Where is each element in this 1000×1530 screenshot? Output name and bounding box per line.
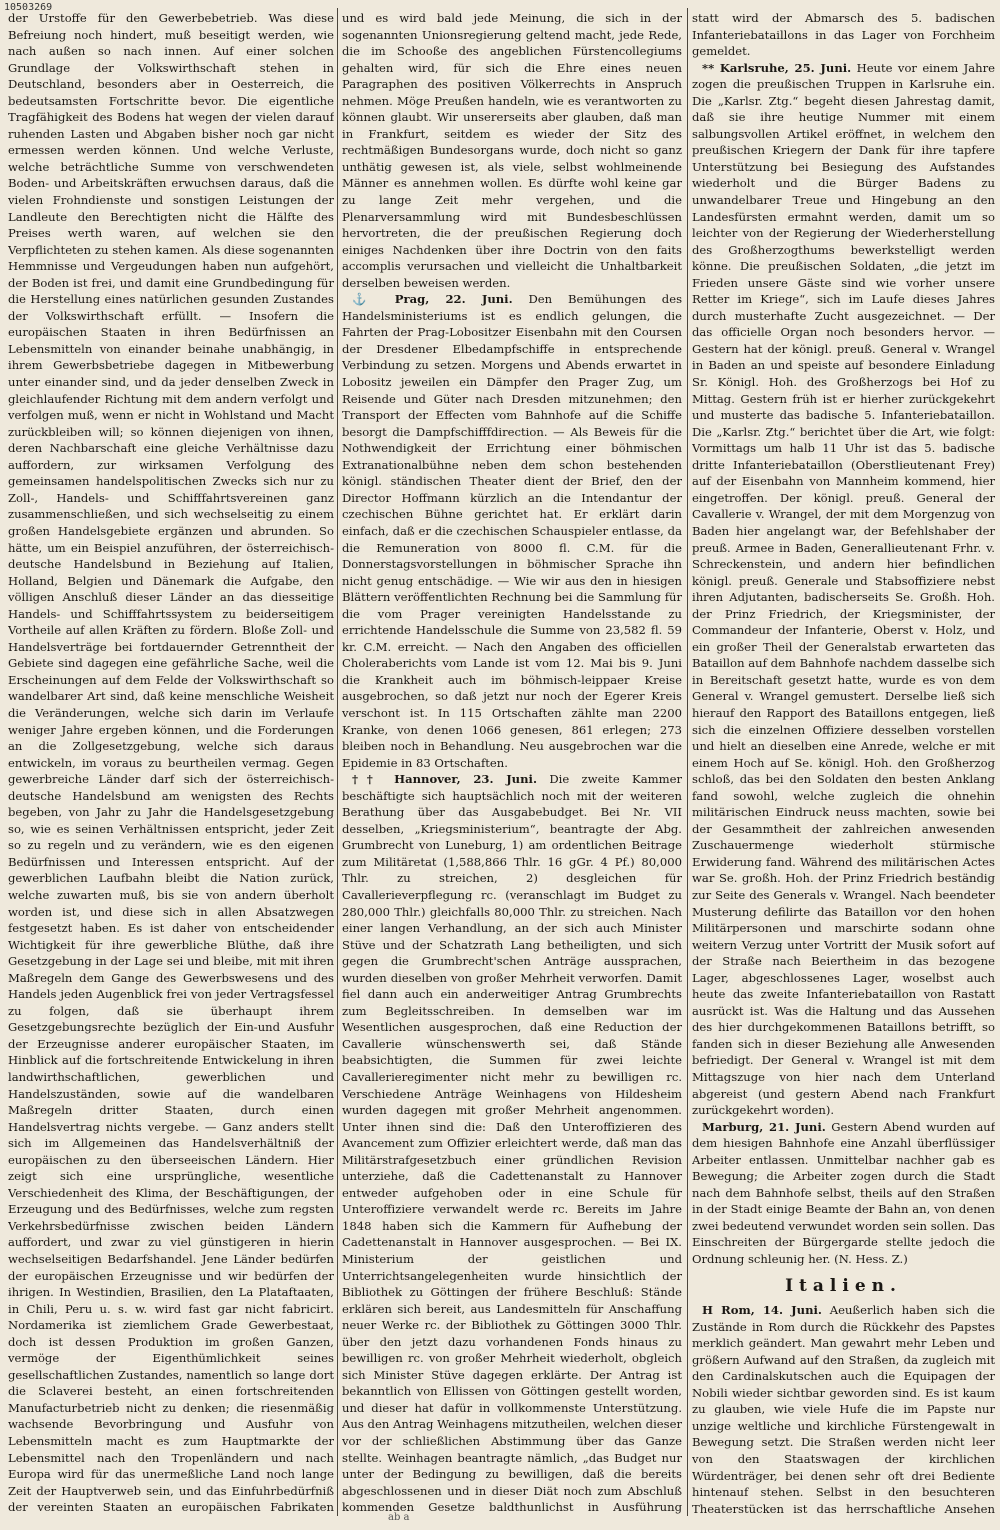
column-rule <box>337 8 338 1516</box>
article-text: Gestern Abend wurden auf dem hiesigen Bahnhofe eine Anzahl überflüssiger Arbeiter entlassen. Unmittelbar nachher gab es Bewegung; die Arbeiter zogen durch die Stadt nach dem Bahnhofe selbst, theils auf den Straßen in der Stadt einige Beamte der Bahn an, von denen zwei bedeutend verwundet worden sein sollen. Das Einschreiten der Bürgergarde stellte jedoch die Ordnung schleunig her. (N. Hess. Z.) <box>692 1119 995 1267</box>
article <box>342 771 682 1515</box>
section-heading: Italien. <box>785 1275 902 1296</box>
article-text: Aeußerlich haben sich die Zustände in Rom durch die Rückkehr des Papstes merklich geändert. Man gewahrt mehr Leben und größern Aufwand auf den Straßen, da zugleich mit den Cardinalskutschen auch die Equipagen der Nobili wieder sichtbar geworden sind. Es ist kaum zu glauben, wie viele Hufe die im Papste nur unzige weltliche und kirchliche Fürstengewalt in Bewegung setzt. Die Straßen werden nicht leer von den Staatswagen der kirchlichen Würdenträger, bei denen sehr oft drei Bediente hintenauf stehen. Selbst in den besuchteren Theaterstücken ist das herrschaftliche Ansehen <box>692 1303 995 1515</box>
article <box>692 60 995 1119</box>
column-3 <box>692 10 995 1515</box>
article-text: und es wird bald jede Meinung, die sich in der sogenannten Unionsregierung geltend macht, jede Rede, die im Schooße des angeblichen Fürstencollegiums gehalten wird, für sich die Ehre eines neuen Paragraphen des positiven Völkerrechts in Anspruch nehmen. Möge Preußen handeln, wie es verantworten zu können glaubt. Wir unsererseits aber glauben, daß man in Frankfurt, seitdem es wieder der Sitz des rechtmäßigen Bundesorgans wurde, doch nicht so ganz unthätig gewesen ist, als viele, selbst wohlmeinende Männer es annehmen wollen. Es dürfte wohl keine gar zu lange Zeit mehr vergehen, und die Plenarversammlung wird mit Bundesbeschlüssen hervortreten, die der preußischen Regierung doch einiges Nachdenken über ihre Doctrin von den faits accomplis verursachen und vielleicht die Unhaltbarkeit derselben beweisen werden. <box>342 11 682 290</box>
article-text: Die zweite Kammer beschäftigte sich hauptsächlich noch mit der weiteren Berathung über das Ausgabebudget. Bei Nr. VII desselben, „Kriegsministerium“, beantragte der Abg. Grumbrecht von Luneburg, 1) am ordentlichen Beitrage zum Militäretat (1,588,866 Thlr. 16 gGr. 4 Pf.) 80,000 Thlr. zu streichen, 2) desgleichen für Cavallerieverpflegung rc. (veranschlagt im Budget zu 280,000 Thlr.) gleichfalls 80,000 Thlr. zu streichen. Nach einer langen Verhandlung, an der sich auch Minister Stüve und der Schatzrath Lang betheiligten, und sich gegen die Grumbrecht'schen Anträge aussprachen, wurden dieselben von großer Mehrheit verworfen. Damit fiel dann auch ein anderweitiger Antrag Grumbrechts zum Begleitsschreiben. In demselben war im Wesentlichen ausgesprochen, daß eine Reduction der Cavallerie wünschenswerth sei, daß Stände beabsichtigten, die Summen für zwei leichte Cavallerieregimenter nicht mehr zu bewilligen rc. Verschiedene Anträge Weinhagens von Hildesheim wurden dagegen mit großer Mehrheit angenommen. Unter ihnen sind die: Daß den Unteroffizieren des Avancement zum Offizier erleichtert werde, daß man das Militärstrafgesetzbuch einer gründlichen Revision unterziehe, daß die Cadettenanstalt zu Hannover entweder aufgehoben oder in eine Schule für Unteroffiziere verwandelt werde rc. Bereits im Jahre 1848 haben sich die Kammern für Aufhebung der Cadettenanstalt in Hannover ausgesprochen. — Bei IX. Ministerium der geistlichen und Unterrichtsangelegenheiten wurde hinsichtlich der Bibliothek zu Göttingen der frühere Beschluß: Stände erklären sich bereit, aus Landesmitteln für Anschaffung neuer Werke rc. der Bibliothek zu Göttingen 3000 Thlr. über den jetzt dazu vorhandenen Fonds hinaus zu bewilligen rc. von großer Mehrheit wiederholt, obgleich sich Minister Stüve dagegen erklärte. Der Antrag ist bekanntlich von Ellissen von Göttingen gestellt worden, und dieser hat dafür in vollkommenste Unterstützung. Aus den Antrag Weinhagens mitzutheilen, welchen dieser vor der schließlichen Abstimmung über das Ganze stellte. Weinhagen beantragte nämlich, „das Budget nur unter der Bedingung zu bewilligen, daß die bereits abgeschlossenen und in dieser Diät noch zum Abschluß kommenden Gesetze baldthunlichst in Ausführung <box>342 772 682 1515</box>
dateline: ⚓ Prag, 22. Juni. <box>352 292 513 307</box>
article <box>692 1302 995 1515</box>
dateline: ** Karlsruhe, 25. Juni. <box>702 60 852 75</box>
article <box>342 291 682 771</box>
column-1 <box>8 10 334 1515</box>
column-rule <box>687 8 688 1516</box>
dateline: H Rom, 14. Juni. <box>702 1303 822 1318</box>
page-id: 10503269 <box>4 2 53 13</box>
dateline: Marburg, 21. Juni. <box>702 1119 826 1134</box>
article-text: der Urstoffe für den Gewerbebetrieb. Was diese Befreiung noch hindert, muß beseitigt werden, wie nach außen so nach innen. Auf einer solchen Grundlage der Volkswirthschaft stehen in Deutschland, besonders aber in Oesterreich, die bedeutsamsten Fortschritte bevor. Die eigentliche Tragfähigkeit des Bodens hat wegen der vielen darauf ruhenden Lasten und Abgaben bisher noch gar nicht ermessen werden können. Und welche Verluste, welche beträchtliche Summe von verschwendeten Boden- und Arbeitskräften erwuchsen daraus, daß die vielen Frohndienste und sonstigen Leistungen der Landleute den Berechtigten nicht die Hälfte des Preises werth waren, auf welchen sie den Verpflichteten zu stehen kamen. Als diese sogenannten Hemmnisse und Vergeudungen haben nun aufgehört, der Boden ist frei, und damit eine Grundbedingung für die Herstellung eines natürlichen gesunden Zustandes der Volkswirthschaft erfüllt. — Insofern die europäischen Staaten in ihren Bedürfnissen an Lebensmitteln von einander beinahe unabhängig, in ihrem Gewerbsbetriebe dagegen in Mitbewerbung unter einander sind, und da jeder denselben Zweck in gleichlaufender Richtung mit dem andern verfolgt und verfolgen muß, wenn er nicht in Wohlstand und Macht zurückbleiben will; so können diejenigen von ihnen, deren Nachbarschaft eine gleiche Verhältnisse dazu auffordern, zur wirksamen Verfolgung des gemeinsamen handelspolitischen Zwecks sich nur zu Zoll-, Handels- und Schifffahrtsvereinen ganz zusammenschließen, und sich wechselseitig zu einem großen Handelsgebiete ergänzen und abrunden. So hätte, um ein Beispiel anzuführen, der österreichisch-deutsche Handelsbund in Beziehung auf Italien, Holland, Belgien und Dänemark die Aufgabe, den völligen Anschluß dieser Länder an das diesseitige Handels- und Schifffahrtssystem zu beiderseitigem Vortheile auf allen Kräften zu fördern. Bloße Zoll- und Handelsverträge bei fortdauernder Getrenntheit der Gebiete sind dagegen eine gefährliche Sache, weil die Erscheinungen auf dem Felde der Volkswirthschaft so wandelbarer Art sind, daß keine menschliche Weisheit die Veränderungen, welche sich darin im Verlaufe weniger Jahre ergeben können, und die Forderungen an die Zollgesetzgebung, welche sich daraus entwickeln, im voraus zu beurtheilen vermag. Gegen gewerbreiche Länder darf sich der österreichisch-deutsche Handelsbund am wenigsten des Rechts begeben, von Jahr zu Jahr die Handelsgesetzgebung so, wie es seinen Verhältnissen entspricht, jeder Zeit so zu regeln und zu verändern, wie es den eigenen Bedürfnissen und Interessen entspricht. Auf der gewerblichen Laufbahn bleibt die Nation zurück, welche zuwarten muß, bis sie von andern überholt worden ist, und diese sich in allen Absatzwegen festgesetzt haben. Es ist daher von entscheidender Wichtigkeit für ihre gewerbliche Blüthe, daß ihre Gesetzgebung in der Lage sei und bleibe, mit mit ihren Maßregeln dem Gange des Gewerbswesens und des Handels jeden Augenblick frei von jeder Vertragsfessel zu folgen, daß sie überhaupt ihrem Gesetzgebungsrechte bezüglich der Ein-und Ausfuhr der Erzeugnisse anderer europäischer Staaten, im Hinblick auf die fortschreitende Entwickelung in ihren landwirthschaftlichen, gewerblichen und Handelszuständen, sowie auf die wandelbaren Maßregeln dritter Staaten, durch einen Handelsvertrag nichts vergebe. — Ganz anders stellt sich im Allgemeinen das Handelsverhältniß der europäischen zu den überseeischen Ländern. Hier zeigt sich eine ursprüngliche, wesentliche Verschiedenheit des Klima, der Beschäftigungen, der Erzeugung und des Bedürfnisses, welche zum regsten Verkehrsbedürfnisse zwischen beiden Ländern auffordert, und zwar zu viel günstigeren in hierin wechselseitigen Bedarfshandel. Jene Länder bedürfen der europäischen Erzeugnisse und wir bedürfen der ihrigen. In Westindien, Brasilien, den La Plataftaaten, in Chili, Peru u. s. w. wird fast gar nicht fabricirt. Nordamerika ist ziemlichem Grade Gewerbestaat, doch ist dessen Produktion im großen Ganzen, vermöge der Eigenthümlichkeit seines gesellschaftlichen Zustandes, namentlich so lange dort die Sclaverei besteht, an einen fortschreitenden Manufacturbetrieb nicht zu denken; die riesenmäßig wachsende Bevorbringung und Ausfuhr von Lebensmitteln macht es zum Hauptmarkte der Lebensmittel nach den Tropenländern und nach Europa wird für das unermeßliche Land noch lange Zeit der Hauptverweb sein, und das Einfuhrbedürfniß der vereinten Staaten an europäischen Fabrikaten <box>8 11 334 1515</box>
dateline: †† Hannover, 23. Juni. <box>352 772 537 787</box>
column-2 <box>342 10 682 1515</box>
article-text: Den Bemühungen des Handelsministeriums ist es endlich gelungen, die Fahrten der Prag-Lobositzer Eisenbahn mit den Coursen der Dresdener Elbedampfschiffe in entsprechende Verbindung zu setzen. Morgens und Abends erwartet in Lobositz jeweilen ein Dämpfer den Prager Zug, um Reisende und Güter nach Dresden mitzunehmen; den Transport der Effecten vom Bahnhofe auf die Schiffe besorgt die Dampfschifffdirection. — Als Beweis für die Nothwendigkeit der Errichtung einer böhmischen Extranationalbühne neben dem schon bestehenden königl. ständischen Theater dient der Brief, den der Director Hoffmann kürzlich an die Intendantur der czechischen Bühne gerichtet hat. Er erklärt darin einfach, daß er die czechischen Schauspieler entlasse, da die Remuneration von 8000 fl. C.M. für die Donnerstagsvorstellungen in böhmischer Sprache ihn nicht genug entschädige. — Wie wir aus den in hiesigen Blättern veröffentlichten Rechnung bei die Sammlung für die vom Prager vereinigten Handelsstande zu errichtende Handelsschule die Summe von 23,582 fl. 59 kr. C.M. erreicht. — Nach den Angaben des officiellen Choleraberichts vom Lande ist vom 12. Mai bis 9. Juni die Krankheit auch im böhmisch-leippaer Kreise ausgebrochen, so daß jetzt nur noch der Egerer Kreis verschont ist. In 115 Ortschaften zählte man 2200 Kranke, von denen 1066 genesen, 861 erlegen; 273 bleiben noch in Behandlung. Neu ausgebrochen war die Epidemie in 83 Ortschaften. <box>342 292 682 770</box>
article-text: Heute vor einem Jahre zogen die preußischen Truppen in Karlsruhe ein. Die „Karlsr. Ztg.“ begeht diesen Jahrestag damit, daß sie ihre heutige Nummer mit einem salbungsvollen Artikel eröffnet, in welchem den preußischen Kriegern der Dank für ihre tapfere Unterstützung bei Besiegung des Aufstandes wiederholt und die Bürger Badens zu unwandelbarer Treue und Hingebung an den Landesfürsten ermahnt werden, damit um so leichter von der Regierung der Wiederherstellung des Großherzogthums bewerkstelligt werden könne. Die preußischen Soldaten, „die jetzt im Frieden unsere Gäste sind wie vorher unsere Retter im Kriege“, sich im Laufe dieses Jahres durch musterhafte Zucht ausgezeichnet. — Der das officielle Organ noch besonders hervor. — Gestern hat der königl. preuß. General v. Wrangel in Baden an und speiste auf besondere Einladung Sr. Königl. Hoh. des Großherzogs bei Hof zu Mittag. Gestern früh ist er hierher zurückgekehrt und musterte das badische 5. Infanteriebataillon. Die „Karlsr. Ztg.“ berichtet über die Art, wie folgt: Vormittags um halb 11 Uhr ist das 5. badische dritte Infanteriebataillon (Oberstlieutenant Frey) auf der Eisenbahn von Mannheim kommend, hier eingetroffen. Der königl. preuß. General der Cavallerie v. Wrangel, der mit dem Morgenzug von Baden hier angelangt war, der Befehlshaber der preuß. Armee in Baden, Generallieutenant Frhr. v. Schreckenstein, und andern hier befindlichen königl. preuß. Generale und Stabsoffiziere nebst ihren Adjutanten, badischerseits Se. Großh. Hoh. der Prinz Friedrich, der Kriegsminister, der Commandeur der Infanterie, Oberst v. Holz, und ein großer Theil der Generalstab erwarteten das Bataillon auf dem Bahnhofe nachdem dasselbe sich in Bereitschaft gesetzt hatte, wurde es von dem General v. Wrangel gemustert. Derselbe ließ sich hierauf den Rapport des Bataillons entgegen, ließ sich die einzelnen Offiziere desselben vorstellen und hielt an dieselben eine Anrede, welche er mit einem Hoch auf Se. königl. Hoh. den Großherzog schloß, das bei den Soldaten den besten Anklang fand sowohl, welche zugleich die ohnehin militärischen Eindruck neuss machten, sowie bei der Gesammtheit der zahlreichen anwesenden Zuschauermenge wiederholt stürmische Erwiderung fand. Während des militärischen Actes war Se. großh. Hoh. der Prinz Friedrich beständig zur Seite des Generals v. Wrangel. Nach beendeter Musterung defilirte das Bataillon vor den hohen Militärpersonen und marschirte sodann ohne weitern Verzug unter Vortritt der Musik sofort auf der Straße nach Beiertheim in das bezogene Lager, abgeschlossenes Lager, woselbst auch heute das zweite Infanteriebataillon von Rastatt ausrückt ist. Was die Haltung und das Aussehen des hier durchgekommenen Bataillons betrifft, so fanden sich in dieser Beziehung alle Anwesenden befriedigt. Der General v. Wrangel ist mit dem Mittagszuge von hier nach dem Unterland abgereist (und gestern Abend nach Frankfurt zurückgekehrt worden). <box>692 60 995 1118</box>
article <box>692 1119 995 1268</box>
footer-mark: ab a <box>388 1512 410 1523</box>
article-text: statt wird der Abmarsch des 5. badischen Infanteriebataillons in das Lager von Forchheim gemeldet. <box>692 11 995 59</box>
